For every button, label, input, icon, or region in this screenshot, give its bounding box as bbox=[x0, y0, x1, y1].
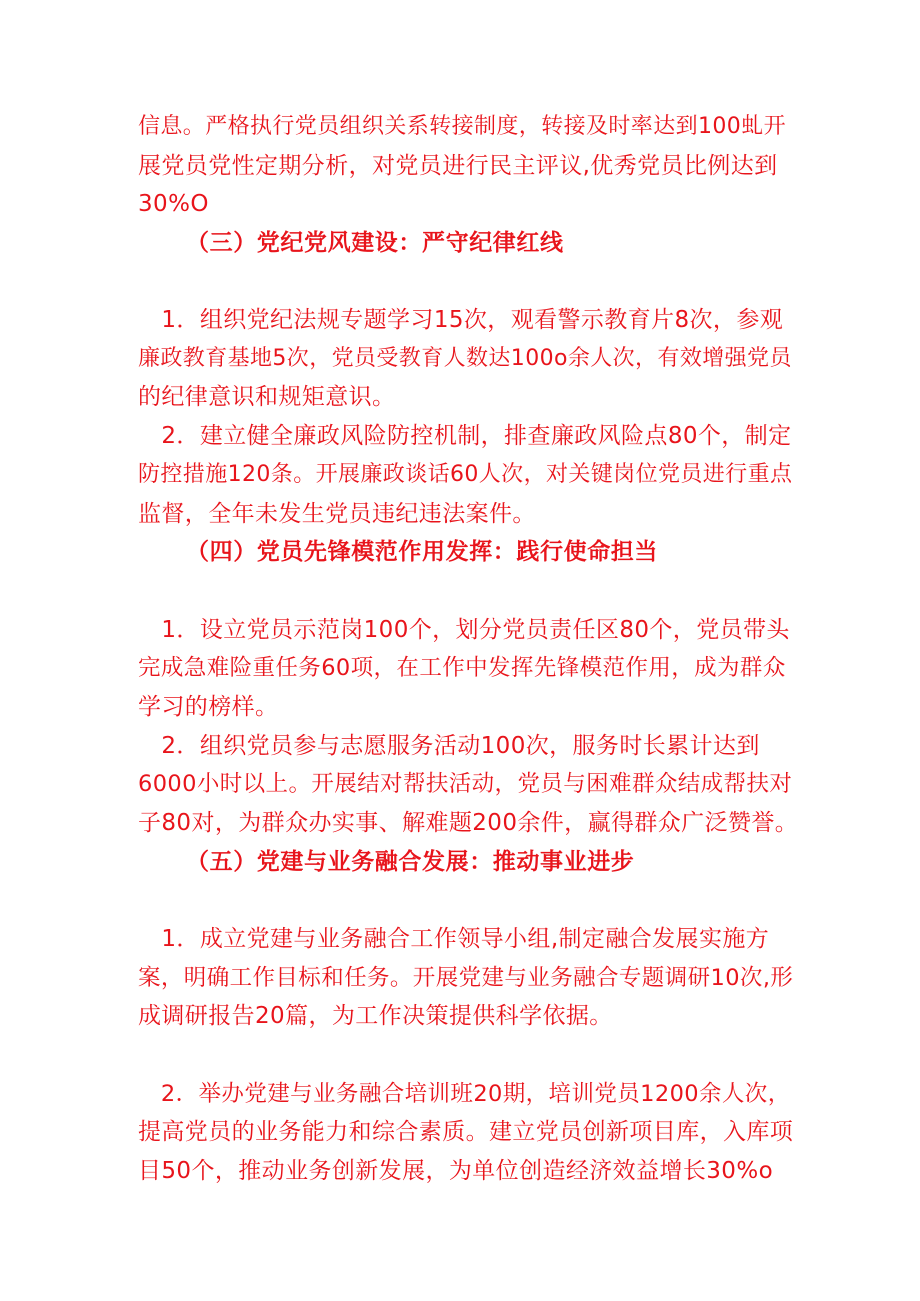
body-line: 学习的榜样。 bbox=[138, 694, 279, 720]
section-heading: （五）党建与业务融合发展：推动事业进步 bbox=[186, 849, 635, 875]
body-line: 的纪律意识和规矩意识。 bbox=[138, 384, 396, 410]
body-line: 30%O bbox=[138, 191, 209, 217]
body-line: 子80对，为群众办实事、解难题200余件，赢得群众广泛赞誉。 bbox=[138, 810, 799, 836]
body-line: 1．组织党纪法规专题学习15次，观看警示教育片8次，参观 bbox=[138, 307, 784, 333]
body-line: 监督，全年未发生党员违纪违法案件。 bbox=[138, 501, 536, 527]
body-line: 1．成立党建与业务融合工作领导小组,制定融合发展实施方 bbox=[138, 926, 770, 952]
body-line: 2．建立健全廉政风险防控机制，排查廉政风险点80个，制定 bbox=[138, 423, 792, 449]
body-line: 2．组织党员参与志愿服务活动100次，服务时长累计达到 bbox=[138, 733, 760, 759]
body-line: 廉政教育基地5次，党员受教育人数达100o余人次，有效增强党员 bbox=[138, 346, 792, 371]
body-line: 成调研报告20篇，为工作决策提供科学依据。 bbox=[138, 1003, 613, 1029]
body-line: 完成急难险重任务60项，在工作中发挥先锋模范作用，成为群众 bbox=[138, 655, 786, 681]
body-line: 防控措施120条。开展廉政谈话60人次，对关键岗位党员进行重点 bbox=[138, 462, 793, 487]
section-heading: （三）党纪党风建设：严守纪律红线 bbox=[186, 230, 564, 256]
body-line: 信息。严格执行党员组织关系转接制度，转接及时率达到100虬开 bbox=[138, 114, 786, 139]
section-heading: （四）党员先锋模范作用发挥：践行使命担当 bbox=[186, 539, 658, 565]
body-line: 1．设立党员示范岗100个，划分党员责任区80个，党员带头 bbox=[138, 617, 790, 643]
body-line: 2．举办党建与业务融合培训班20期，培训党员1200余人次， bbox=[138, 1081, 791, 1107]
body-line: 案，明确工作目标和任务。开展党建与业务融合专题调研10次,形 bbox=[138, 965, 794, 991]
body-line: 提高党员的业务能力和综合素质。建立党员创新项目库，入库项 bbox=[138, 1119, 794, 1145]
body-line: 目50个，推动业务创新发展，为单位创造经济效益增长30%o bbox=[138, 1158, 774, 1184]
body-line: 展党员党性定期分析，对党员进行民主评议,优秀党员比例达到 bbox=[138, 153, 778, 179]
body-line: 6000小时以上。开展结对帮扶活动，党员与困难群众结成帮扶对 bbox=[138, 771, 793, 797]
